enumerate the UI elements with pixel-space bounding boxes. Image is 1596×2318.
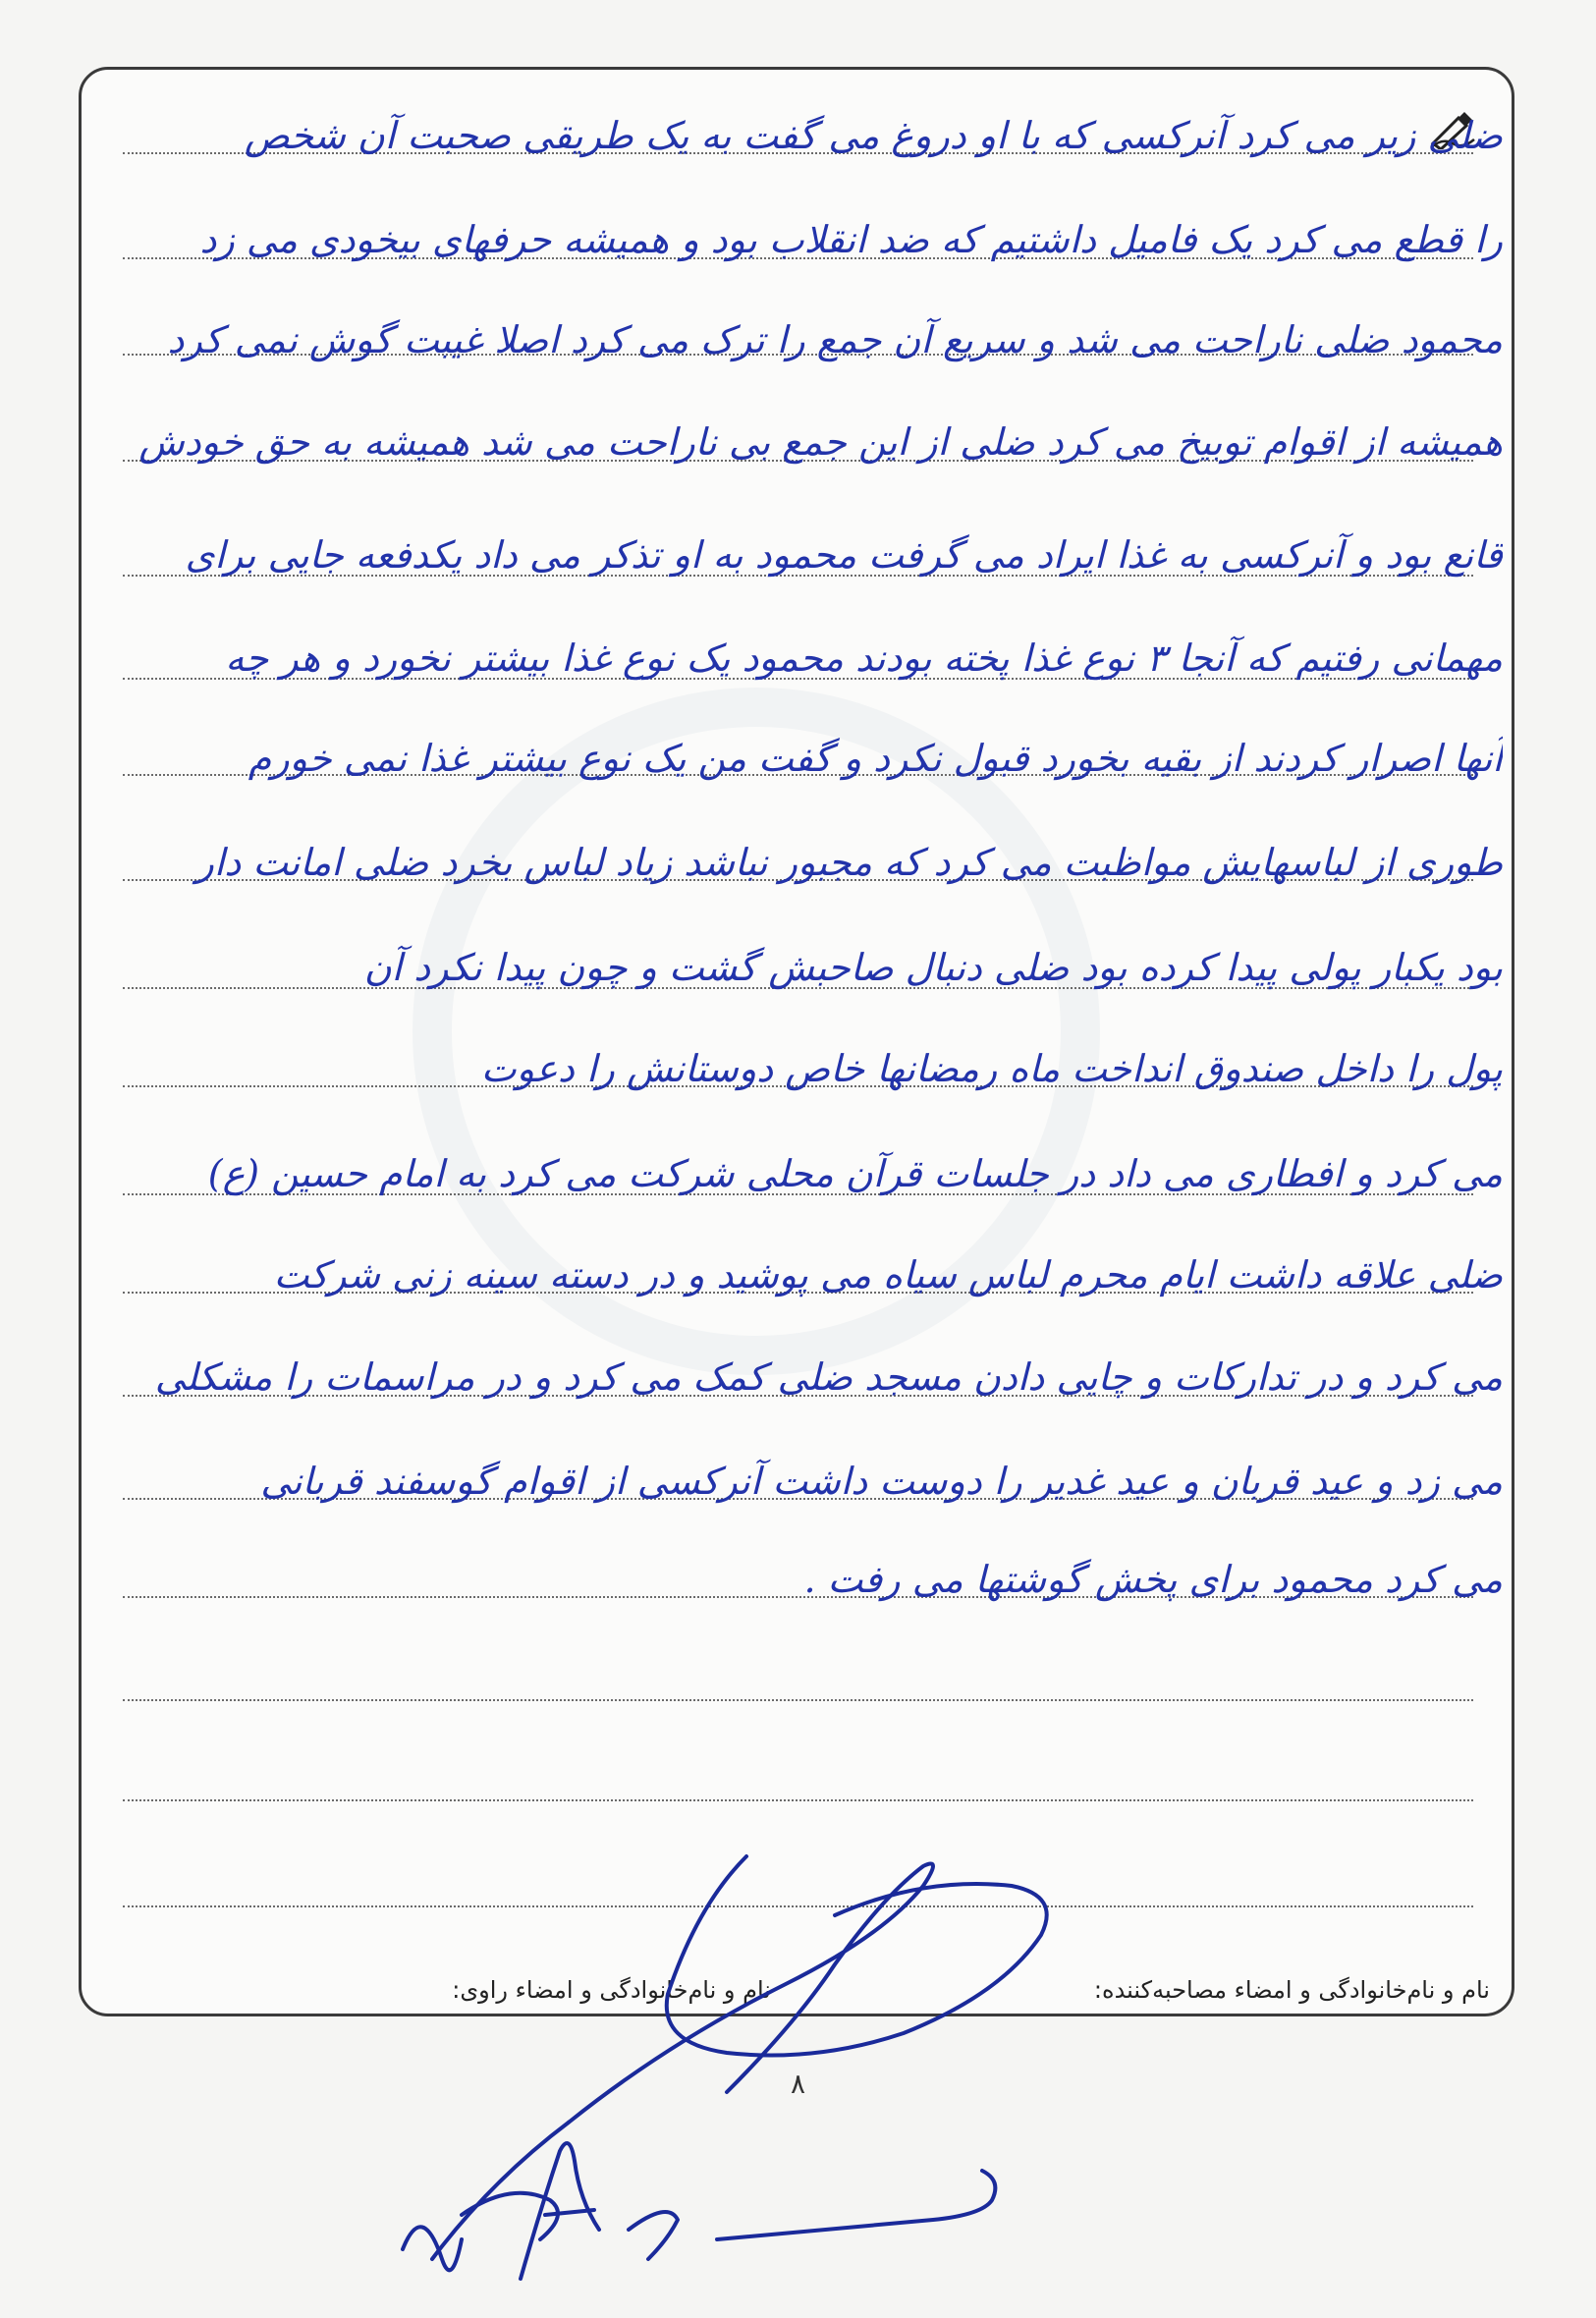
handwritten-line: محمود ضلی ناراحت می شد و سریع آن جمع را ترک می کرد اصلا غیبت گوش نمی کرد <box>167 318 1503 361</box>
handwritten-line: را قطع می کرد یک فامیل داشتیم که ضد انقلاب بود و همیشه حرفهای بیخودی می زد <box>199 218 1503 261</box>
ruled-line <box>123 1699 1473 1701</box>
narrator-signature-label: نام و نام‌خانوادگی و امضاء راوی: <box>452 1976 771 2004</box>
handwritten-line: می کرد و افطاری می داد در جلسات قرآن محلی شرکت می کرد به امام حسین (ع) <box>207 1152 1503 1195</box>
handwritten-line: پول را داخل صندوق انداخت ماه رمضانها خاص دوستانش را دعوت <box>480 1047 1503 1090</box>
handwritten-line: همیشه از اقوام توبیخ می کرد ضلی از این جمع بی ناراحت می شد همیشه به حق خودش <box>138 420 1503 464</box>
handwritten-line: می زد و عید قربان و عید غدیر را دوست داشت آنرکسی از اقوام گوسفند قربانی <box>260 1460 1503 1503</box>
handwritten-line: ضلی زیر می کرد آنرکسی که با او دروغ می گفت به یک طریقی صحبت آن شخص <box>244 114 1503 157</box>
interviewer-signature-label: نام و نام‌خانوادگی و امضاء مصاحبه‌کننده: <box>1093 1976 1490 2004</box>
handwritten-line: مهمانی رفتیم که آنجا ۳ نوع غذا پخته بودند محمود یک نوع غذا بیشتر نخورد و هر چه <box>225 636 1503 680</box>
handwritten-line: قانع بود و آنرکسی به غذا ایراد می گرفت محمود به او تذکر می داد یکدفعه جایی برای <box>185 533 1503 577</box>
ruled-line <box>123 1799 1473 1801</box>
handwritten-line: بود یکبار پولی پیدا کرده بود ضلی دنبال صاحبش گشت و چون پیدا نکرد آن <box>363 946 1503 989</box>
signature-scribble <box>373 1827 1080 2298</box>
handwritten-line: طوری از لباسهایش مواظبت می کرد که مجبور نباشد زیاد لباس بخرد ضلی امانت دار <box>195 841 1503 884</box>
handwritten-line: می کرد محمود برای پخش گوشتها می رفت . <box>803 1558 1503 1601</box>
handwritten-line: آنها اصرار کردند از بقیه بخورد قبول نکرد و گفت من یک نوع بیشتر غذا نمی خورم <box>248 737 1503 780</box>
page-number: ۸ <box>791 2068 806 2100</box>
handwritten-line: ضلی علاقه داشت ایام محرم لباس سیاه می پوشید و در دسته سینه زنی شرکت <box>273 1253 1503 1297</box>
handwritten-line: می کرد و در تدارکات و چایی دادن مسجد ضلی کمک می کرد و در مراسمات را مشکلی <box>154 1355 1503 1399</box>
